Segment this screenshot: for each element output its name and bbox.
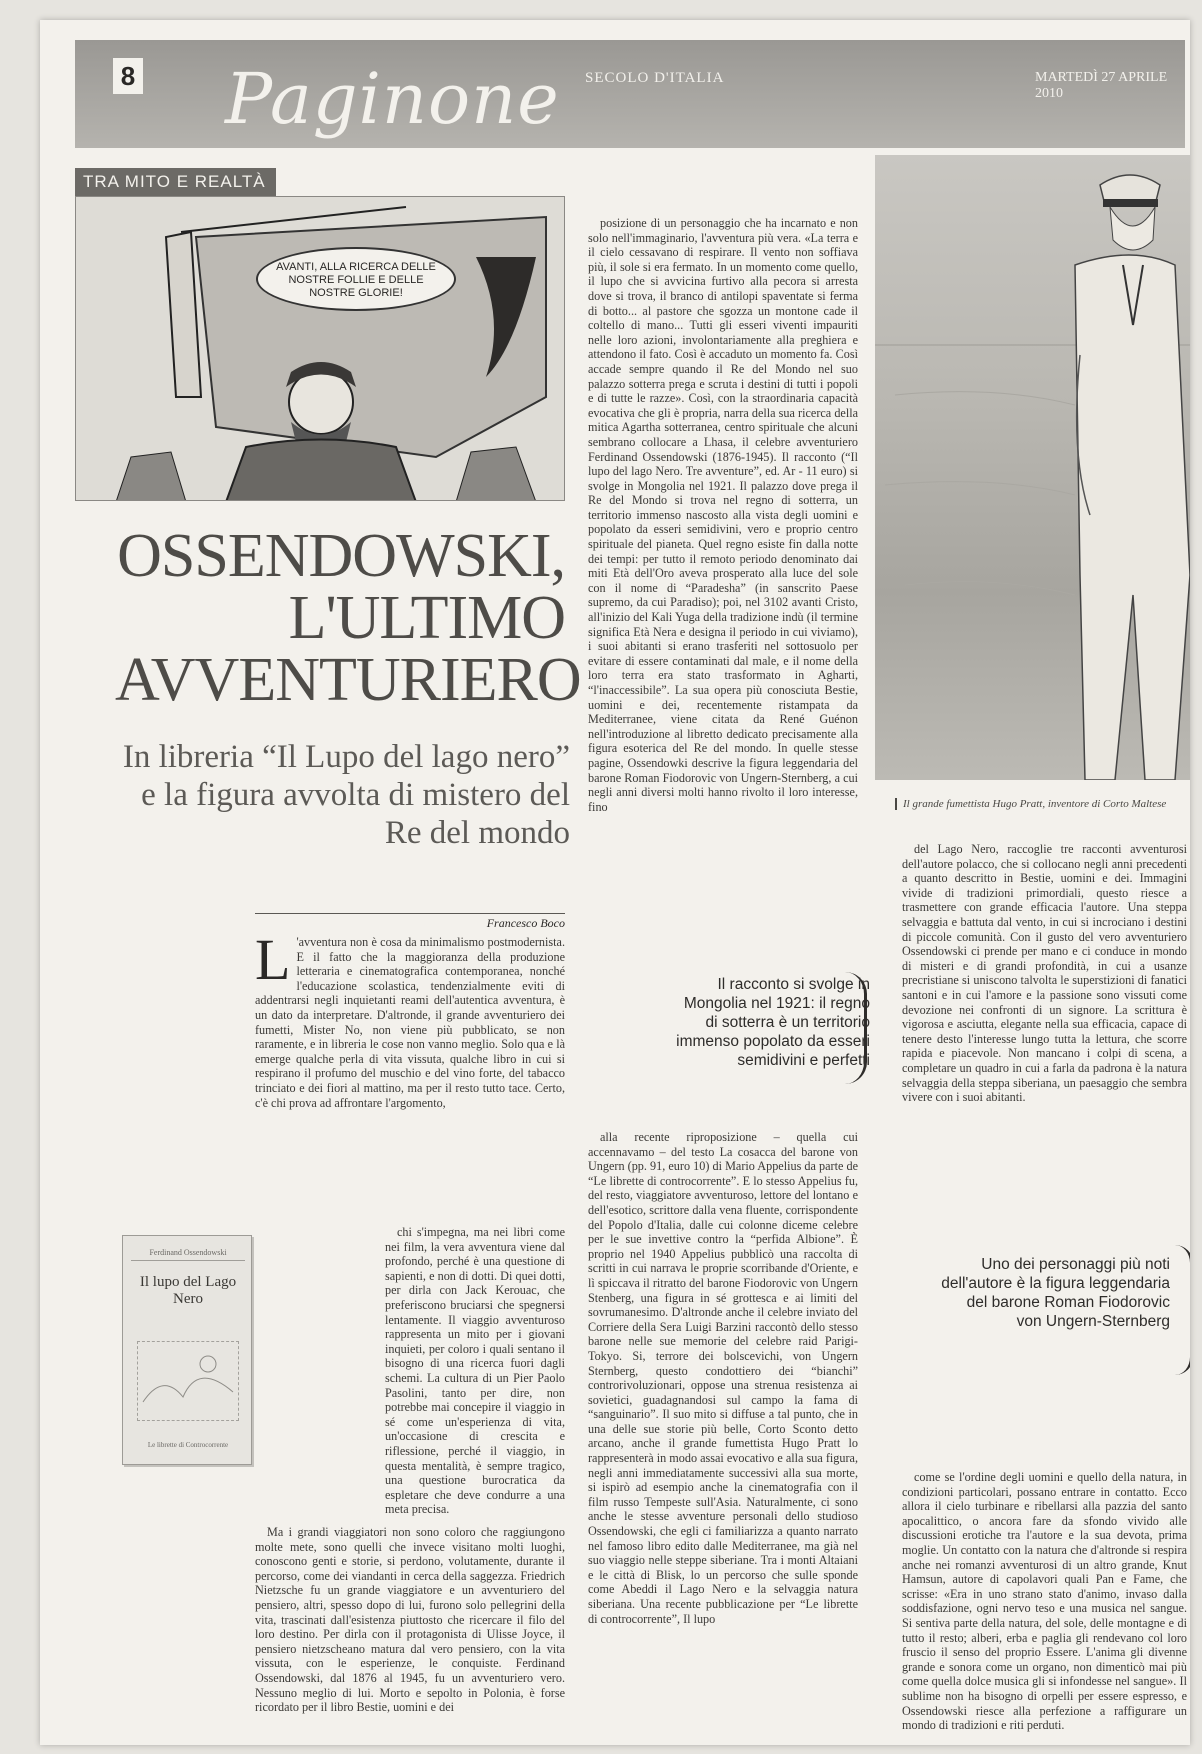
article-text-1b: chi s'impegna, ma nei libri come nei film, la vera avventura viene dal profondo, perché è una questione di sapienti, e non di dotti. Di quei dotti, per dirla con Jack Kerouac, che preferiscono bruciarsi che spegnersi lentamente. Il viaggio avventuroso rappresenta un mito per i giovani inquieti, per coloro i quali sentano il bisogno di una ricerca fuori dagli schemi. La cultura di un Pier Paolo Pasolini, tanto per dire, non potrebbe mai concepire il viaggio in sé come un'esperienza di vita, un'occasione di crescita e riflessione, perché il viaggio, in questa mentalità, è sempre tragico, una questione burocratica da espletare che deve condurre a una meta precisa. bbox=[385, 1225, 565, 1517]
section-title: Paginone bbox=[225, 58, 560, 140]
photo-illustration bbox=[875, 155, 1190, 780]
book-publisher: Le librette di Controcorrente bbox=[147, 1441, 229, 1449]
book-illustration bbox=[137, 1341, 239, 1421]
book-cover-image bbox=[122, 1235, 252, 1465]
photo-caption: Il grande fumettista Hugo Pratt, inventore di Corto Maltese bbox=[895, 798, 1190, 810]
article-column-1 bbox=[255, 935, 565, 1227]
newspaper-page bbox=[40, 20, 1190, 1745]
pull-quote-2: Uno dei personaggi più noti dell'autore è la figura leggendaria del barone Roman Fiodorovic von Ungern-Sternberg bbox=[941, 1256, 1170, 1330]
comic-illustration bbox=[75, 196, 565, 501]
article-column-2b bbox=[588, 1130, 858, 1735]
header-band bbox=[75, 40, 1185, 148]
comic-drawing bbox=[76, 197, 565, 501]
sailor-drawing bbox=[875, 155, 1190, 780]
headline-line-3: AVVENTURIERO bbox=[115, 646, 581, 714]
article-text-1c: Ma i grandi viaggiatori non sono coloro che raggiungono molte mete, sono quelli che invece visitano molti luoghi, conoscono genti e storie, si perdono, volutamente, durante il percorso, come dei viandanti in cerca della saggezza. Friedrich Nietzsche fu un grande viaggiatore e un avventuriero del pensiero, altri, spesso dopo di lui, furono solo pellegrini della vita, trascinati dall'esistenza piuttosto che ricercare il filo del loro destino. Per dirla con il protagonista di Ulisse Joyce, il pensiero nietzscheano matura dal vero pensiero, con la vita vissuta, con le esperienze, le conquiste. Ferdinand Ossendowski, dal 1876 al 1945, fu un avventuriero vero. Nessuno meglio di lui. Morto e sepolto in Polonia, è forse ricordato per il libro Bestie, uomini e dei bbox=[255, 1525, 565, 1715]
headline-line-2: L'ULTIMO bbox=[288, 584, 565, 652]
article-text-2a: posizione di un personaggio che ha incarnato e non solo nell'immaginario, l'avventura più vera. «La terra e il cielo cessavano di respirare. Il vento non soffiava più, il sole si era fermato. In un momento come quello, il lupo che si avvicina furtivo alla pecora si arresta dove si trova, il branco di antilopi spaventate si ferma di botto... al pastore che sgozza un montone cade il coltello di mano... Tutti gli esseri viventi impauriti nelle loro azioni, involontariamente alla preghiera e attendono il fato. Così è accaduto un momento fa. Così accade sempre quando il Re del Mondo nel suo palazzo sotterra prega e scruta i destini di tutti i popoli e di tutte le razze». Così, con la straordinaria capacità evocativa che gli è propria, narra della sua ricerca della mitica Agartha sotterranea, centro spirituale che alcuni sembrano collocare a Lhasa, il celebre avventuriero Ferdinand Ossendowski (1876-1945). Il racconto (“Il lupo del lago Nero. Tre avventure”, ed. Ar - 11 euro) si svolge in Mongolia nel 1921. Il palazzo dove prega il Re del Mondo si trova nel regno di sotterra, un territorio immenso nascosto alla vista degli uomini e popolato da esseri semidivini, vero e proprio centro spirituale del pianeta. Quel regno esiste fin dalla notte dei tempi: per tutto il remoto periodo denominato dai miti Età dell'Oro aveva prosperato alla luce del sole con il nome di “Paradesha” (in sanscrito Paese supremo, da cui Paradiso); poi, nel 3102 avanti Cristo, all'inizio del Kali Yuga della tradizione indù (il termine significa Età Nera e designa il periodo in cui viviamo), i suoi abitanti si erano trasferiti nel sottosuolo per evitare di essere contaminati dal male, e il nome della loro terra era stato trasformato in Agharti, “l'inaccessibile”. La sua opera più conosciuta Bestie, uomini e dei, recentemente ristampata da Mediterranee, viene citata da René Guénon nell'introduzione al libretto dedicato precisamente alla figura esoterica del Re del mondo. In quelle stesse pagine, Ossendowki descrive la figura leggendaria del barone Roman Fiodorovic von Ungern-Sternberg, a cui negli anni diversi molti hanno rivolto il loro interesse, fino bbox=[588, 216, 858, 814]
headline bbox=[115, 522, 581, 714]
pull-quote-2-bracket bbox=[1175, 1245, 1190, 1375]
article-text-3b: come se l'ordine degli uomini e quello della natura, in condizioni particolari, possano entrare in contatto. Ecco allora il cielo turbinare e ribellarsi alla pazzia del santo apocalittico, o ancora fare da sfondo vivido alle discussioni erotiche tra l'autore e la sua devota, prima moglie. Un contatto con la natura che d'altronde si respira anche nei romanzi avventurosi di un altro grande, Knut Hamsun, autore di capolavori quali Pan e Fame, che scrisse: «Era in uno strano stato d'animo, invaso dalla soddisfazione, ogni nervo teso e una musica nel sangue. Si sentiva parte della natura, del sole, delle montagne e di tutto il resto; alberi, erba e paglia gli rendevano col loro fruscio il senso del proprio Essere. L'anima gli divenne grande e sonora come un organo, non dimenticò mai più come quella dolce musica gli si infondesse nel sangue». Il sublime non ha bisogno di orpelli per essere espresso, e Ossendowski riesce alla perfezione a raffigurare un mondo di tradizioni e riti perduti. bbox=[902, 1470, 1187, 1733]
kicker-label: TRA MITO E REALTÀ bbox=[75, 168, 276, 196]
subheadline: In libreria “Il Lupo del lago nero” e la figura avvolta di mistero del Re del mondo bbox=[122, 739, 570, 851]
article-text-3a: del Lago Nero, raccoglie tre racconti avventurosi dell'autore polacco, che si collocano negli anni precedenti a quanto descritto in Bestie, uomini e dei. Immagini vivide di tradizioni primordiali, questo riesce a trasmettere con grande efficacia l'autore. Una steppa selvaggia e battuta dal vento, in cui si incrociano i destini di piccole comunità. Con il gusto del vero avventuriero Ossendowski ci prende per mano e ci conduce in mondo di misteri e di grandi profondità, in cui a usanze precristiane si uniscono talvolta le superstizioni di fanatici santoni e in cui l'amore e la passione sono vissuti come devozione nei confronti di un signore. La scrittura è vigorosa e asciutta, elegante nella sua efficacia, capace di tenere desto l'interesse lungo tutta la lettura, che scorre rapida e piacevole. Non mancano i colpi di scena, a completare un quadro in cui a farla da padrona è la natura selvaggia della steppa siberiana, un paesaggio che sembra vivere con i suoi abitanti. bbox=[902, 842, 1187, 1105]
article-column-2a bbox=[588, 216, 858, 936]
headline-line-1: OSSENDOWSKI, bbox=[117, 522, 565, 590]
byline: Francesco Boco bbox=[255, 913, 565, 931]
article-column-1b bbox=[385, 1225, 565, 1525]
article-column-3b bbox=[902, 1470, 1187, 1735]
page-number: 8 bbox=[113, 58, 143, 94]
book-author: Ferdinand Ossendowski bbox=[131, 1248, 245, 1261]
book-title: Il lupo del Lago Nero bbox=[139, 1274, 237, 1307]
article-column-3a bbox=[902, 842, 1187, 1182]
speech-bubble: AVANTI, ALLA RICERCA DELLE NOSTRE FOLLIE E DELLE NOSTRE GLORIE! bbox=[256, 247, 456, 311]
article-text-2b: alla recente riproposizione – quella cui accennavamo – del testo La cosacca del barone von Ungern (pp. 91, euro 10) di Mario Appelius da parte de “Le librette di controcorrente”. E lo stesso Appelius fu, del resto, viaggiatore avventuroso, lettore del lontano e dell'esotico, scrittore dalla vena fluente, corrispondente del Popolo d'Italia, dalle cui colonne diceme celebre per le sue invettive contro la “perfida Albione”. È proprio nel 1940 Appelius pubblicò una raccolta di scritti in cui narrava le proprie scorribande d'Oriente, e lì spiccava il ritratto del barone Fiodorovic von Ungern Stenberg, una figura in sé grottesca e ai limiti del sovrumanesimo. D'altronde anche il celebre inviato del Corriere della Sera Luigi Barzini raccontò dello stesso barone nelle sue memorie del celebre raid Parigi-Tokyo. Si, terrore dei bolscevichi, von Ungern Sternberg, questo condottiero dei “bianchi” controrivoluzionari, oppose una strenua resistenza ai sovietici, guadagnandosi sul campo la fama di “sanguinario”. Il suo mito si diffuse a tal punto, che in una delle sue storie più belle, Corto Sconto detto arcano, anche il grande fumettista Hugo Pratt lo rappresenterà in modo assai evocativo e alla sua figura, negli anni immediatamente successivi alla sua morte, si ispirò ad esempio anche la cinematografia con il film russo Tempeste sull'Asia. Naturalmente, ci sono anche le stesse avventure personali dello studioso Ossendowski, che egli ci familiarizza a quanto narrato nel famoso libro edito dalle Mediterranee, ma già nel suo viaggio nelle steppe siberiane. Tra i monti Altaiani e le città di Blisk, lo un percorso che sulle sponde come Abeddi il Lago Nero e la selvaggia natura siberiana. Una recente pubblicazione per “Le librette di controcorrente”, Il lupo bbox=[588, 1130, 858, 1626]
newspaper-name: SECOLO D'ITALIA bbox=[585, 70, 725, 86]
issue-date: MARTEDÌ 27 APRILE 2010 bbox=[1035, 70, 1168, 101]
pull-quote-1: Il racconto si svolge in Mongolia nel 1921: il regno di sotterra è un territorio immenso popolato da esseri semidivini e perfetti bbox=[676, 976, 870, 1069]
article-text-1: 'avventura non è cosa da minimalismo postmodernista. E il fatto che la maggioranza della produzione letteraria e cinematografica contemporanea, nonché l'educazione scolastica, tendenzialmente eviti di addentrarsi negli inquietanti reami dell'autentica avventura, è un dato da interpretare. D'altronde, il grande avventuriero dei fumetti, Mister No, non viene più pubblicato, se non raramente, e in libreria le cose non vanno meglio. Solo qua e là emerge qualche perla di vita vissuta, qualche libro in cui si respirano il profumo del muschio e del vino forte, del tabacco trinciato e dei fiori al mattino, ma per il resto tutto tace. Certo, c'è chi prova ad affrontare l'argomento, bbox=[255, 935, 565, 1110]
book-sketch bbox=[138, 1342, 238, 1420]
drop-cap: L bbox=[255, 935, 291, 992]
pull-quote-1-bracket bbox=[845, 972, 867, 1084]
article-column-1c bbox=[255, 1525, 565, 1735]
